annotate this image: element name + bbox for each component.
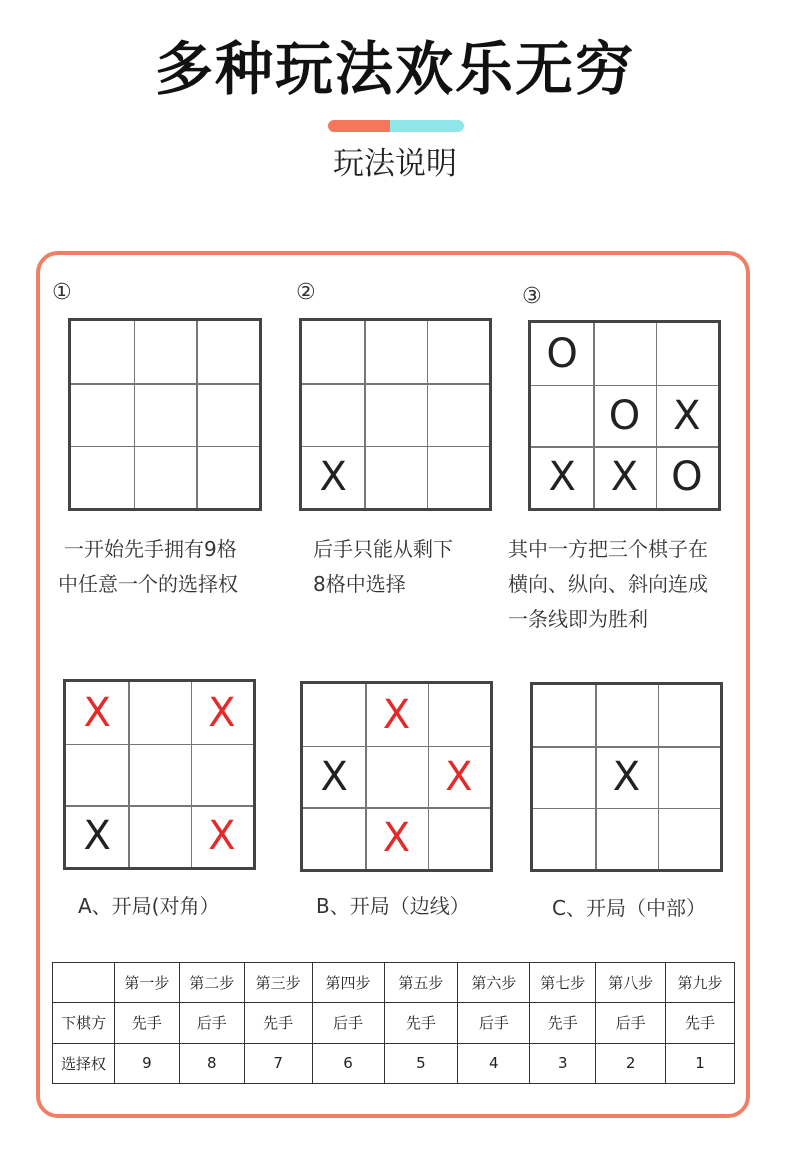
step-2-line-2: 8格中选择 (313, 572, 406, 596)
step-2-line-1: 后手只能从剩下 (313, 537, 453, 561)
table-header-cell: 第九步 (666, 963, 735, 1003)
table-header-cell: 第二步 (179, 963, 244, 1003)
x-mark: X (612, 754, 641, 800)
turn-table (52, 962, 735, 1084)
x-mark: X (610, 454, 639, 501)
step-3-line-3: 一条线即为胜利 (508, 607, 648, 631)
step-2-description (313, 532, 453, 602)
table-cell: 先手 (384, 1003, 458, 1043)
table-header-cell: 第六步 (458, 963, 530, 1003)
step-3-description (508, 532, 708, 637)
grid-line-horizontal (66, 805, 253, 807)
grid-line-vertical (196, 321, 198, 508)
table-cell: 3 (530, 1043, 596, 1083)
x-mark: X (673, 392, 701, 439)
grid-line-vertical (134, 321, 136, 508)
opening-c-caption: C、开局（中部） (552, 896, 706, 920)
table-row (53, 1003, 735, 1043)
x-mark: X (320, 753, 348, 800)
grid-line-horizontal (531, 385, 718, 387)
step-1-line-1: 一开始先手拥有9格 (64, 537, 237, 561)
grid-line-horizontal (303, 746, 490, 748)
table-header-row (53, 963, 735, 1003)
board-opening-c (530, 682, 723, 872)
table-header-cell: 第四步 (312, 963, 384, 1003)
o-mark: O (671, 454, 703, 501)
table-cell: 后手 (312, 1003, 384, 1043)
grid-line-horizontal (533, 746, 720, 748)
table-row-label: 下棋方 (53, 1003, 115, 1043)
table-header-cell: 第七步 (530, 963, 596, 1003)
table-cell: 2 (596, 1043, 666, 1083)
step-1-line-2: 中任意一个的选择权 (58, 572, 238, 596)
title-underline-orange (328, 120, 392, 132)
table-cell: 先手 (666, 1003, 735, 1043)
x-mark: X (83, 689, 111, 736)
opening-a-caption: A、开局(对角） (78, 894, 220, 918)
step-number-2: ② (296, 280, 316, 305)
table-cell: 后手 (458, 1003, 530, 1043)
grid-line-horizontal (303, 807, 490, 809)
board-step1 (68, 318, 262, 511)
table-row-label: 选择权 (53, 1043, 115, 1083)
grid-line-vertical (427, 321, 429, 508)
x-mark: X (83, 813, 111, 860)
table-cell: 后手 (179, 1003, 244, 1043)
table-cell: 5 (384, 1043, 458, 1083)
opening-b-caption: B、开局（边线） (316, 894, 470, 918)
table-cell: 6 (312, 1043, 384, 1083)
x-mark: X (319, 453, 347, 500)
grid-line-horizontal (71, 446, 259, 448)
x-mark: X (445, 753, 473, 800)
o-mark: O (546, 330, 578, 377)
table-cell: 先手 (244, 1003, 312, 1043)
board-opening-a (63, 679, 256, 870)
table-cell: 8 (179, 1043, 244, 1083)
table-cell: 先手 (114, 1003, 179, 1043)
step-1-description (58, 532, 238, 602)
grid-line-horizontal (302, 383, 489, 385)
x-mark: X (208, 813, 236, 860)
step-3-line-2: 横向、纵向、斜向连成 (508, 572, 708, 596)
grid-line-vertical (364, 321, 366, 508)
x-mark: X (208, 689, 236, 736)
step-3-line-1: 其中一方把三个棋子在 (508, 537, 708, 561)
grid-line-horizontal (66, 744, 253, 746)
table-header-cell: 第五步 (384, 963, 458, 1003)
table-cell: 1 (666, 1043, 735, 1083)
table-cell: 9 (114, 1043, 179, 1083)
table-header-cell: 第三步 (244, 963, 312, 1003)
grid-line-vertical (128, 682, 130, 867)
table-cell: 4 (458, 1043, 530, 1083)
grid-line-horizontal (302, 446, 489, 448)
grid-line-horizontal (531, 446, 718, 448)
grid-line-vertical (658, 685, 660, 869)
page-title: 多种玩法欢乐无穷 (154, 35, 635, 103)
table-cell: 后手 (596, 1003, 666, 1043)
table-header-cell: 第八步 (596, 963, 666, 1003)
table-row (53, 1043, 735, 1083)
x-mark: X (548, 454, 576, 501)
o-mark: O (608, 392, 641, 439)
section-subtitle: 玩法说明 (333, 146, 457, 182)
table-header-cell: 第一步 (114, 963, 179, 1003)
board-opening-b (300, 681, 493, 872)
x-mark: X (382, 815, 411, 862)
grid-line-horizontal (533, 808, 720, 810)
table-cell (53, 963, 115, 1003)
step-number-1: ① (52, 280, 72, 305)
table-cell: 先手 (530, 1003, 596, 1043)
board-step3 (528, 320, 721, 511)
step-number-3: ③ (522, 284, 542, 309)
title-underline-cyan (390, 120, 464, 132)
board-step2 (299, 318, 492, 511)
x-mark: X (382, 691, 411, 738)
table-cell: 7 (244, 1043, 312, 1083)
grid-line-horizontal (71, 383, 259, 385)
